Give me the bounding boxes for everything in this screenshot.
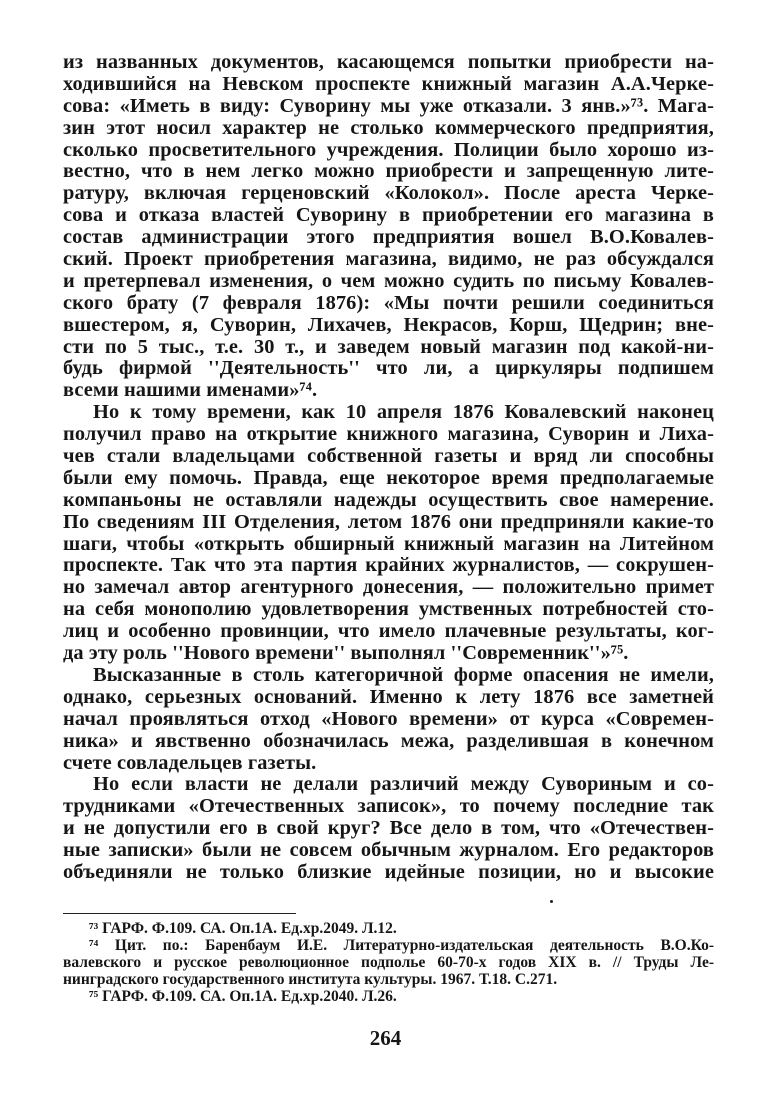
text-line: ский. Проект приобретения магазина, видимо, не раз обсуждался: [63, 248, 714, 271]
footnote-line: ⁷³ ГАРФ. Ф.109. СА. Оп.1А. Ед.хр.2049. Л.12.: [89, 920, 397, 937]
text-line: лиц и особенно провинции, что имело плачевные результаты, ког-: [63, 620, 714, 643]
text-line: По сведениям III Отделения, летом 1876 они предприняли какие-то: [63, 510, 714, 533]
text-line: и не допустили его в свой круг? Все дело в том, что «Отечествен-: [63, 817, 714, 840]
text-line: объединяли не только близкие идейные позиции, но и высокие: [63, 860, 714, 883]
footnote-line: нинградского государственного института культуры. 1967. Т.18. С.271.: [63, 971, 558, 988]
text-line: будь фирмой ''Деятельность'' что ли, а циркуляры подпишем: [63, 357, 714, 380]
text-line: вестно, что в нем легко можно приобрести и запрещенную лите-: [63, 160, 714, 183]
text-line: шаги, чтобы «открыть обширный книжный магазин на Литейном: [63, 532, 714, 555]
text-line: ского брату (7 февраля 1876): «Мы почти решили соединиться: [63, 291, 714, 314]
main-text: [63, 52, 714, 884]
text-line: всеми нашими именами»⁷⁴.: [63, 379, 318, 402]
text-line: были ему помочь. Правда, еще некоторое время предполагаемые: [63, 466, 714, 489]
text-line: начал проявляться отход «Нового времени» от курса «Современ-: [63, 707, 714, 730]
text-line: ходившийся на Невском проспекте книжный магазин А.А.Черке-: [63, 72, 714, 95]
footnotes: [63, 920, 714, 1005]
text-line: компаньоны не оставляли надежды осуществить свое намерение.: [63, 488, 714, 511]
text-line: сколько просветительного учреждения. Полиции было хорошо из-: [63, 138, 714, 161]
text-line: ратуру, включая герценовский «Колокол». После ареста Черке-: [63, 182, 714, 205]
text-line: проспекте. Так что эта партия крайних журналистов, — сокрушен-: [63, 554, 714, 577]
text-line: Высказанные в столь категоричной форме опасения не имели,: [93, 663, 714, 686]
text-line: да эту роль ''Нового времени'' выполнял ''Современник''»⁷⁵.: [63, 642, 629, 665]
text-line: но замечал автор агентурного донесения, — положительно примет: [63, 576, 714, 599]
page-number: 264: [369, 1026, 402, 1050]
text-line: получил право на открытие книжного магазина, Суворин и Лиха-: [63, 423, 714, 446]
text-line: из названных документов, касающемся попытки приобрести на-: [63, 51, 714, 73]
text-line: Но к тому времени, как 10 апреля 1876 Ковалевский наконец: [93, 401, 714, 424]
text-line: сова: «Иметь в виду: Суворину мы уже отказали. 3 янв.»⁷³. Мага-: [63, 94, 714, 117]
footnote-line: ⁷⁵ ГАРФ. Ф.109. СА. Оп.1А. Ед.хр.2040. Л.26.: [89, 988, 397, 1005]
text-line: ные записки» были не совсем обычным журналом. Его редакторов: [63, 839, 714, 862]
text-line: сова и отказа властей Суворину в приобретении его магазина в: [63, 204, 714, 227]
text-line: чев стали владельцами собственной газеты и вряд ли способны: [63, 445, 714, 468]
footnote-line: валевского и русское революционное подполье 60-70-х годов XIX в. // Труды Ле-: [63, 954, 714, 971]
text-line: и претерпевал изменения, о чем можно судить по письму Ковалев-: [63, 269, 714, 292]
footnote-line: ⁷⁴ Цит. по.: Баренбаум И.Е. Литературно-издательская деятельность В.О.Ко-: [89, 937, 714, 954]
text-line: ника» и явственно обозначилась межа, разделившая в конечном: [63, 729, 714, 752]
text-line: трудниками «Отечественных записок», то почему последние так: [63, 795, 714, 818]
text-line: вшестером, я, Суворин, Лихачев, Некрасов, Корш, Щедрин; вне-: [63, 313, 714, 336]
text-line: Но если власти не делали различий между Сувориным и со-: [93, 773, 714, 796]
text-line: сти по 5 тыс., т.е. 30 т., и заведем новый магазин под какой-ни-: [63, 335, 714, 358]
text-line: зин этот носил характер не столько коммерческого предприятия,: [63, 116, 714, 139]
footnote-rule: [63, 913, 296, 914]
print-speck: [550, 900, 553, 903]
text-line: на себя монополию удовлетворения умственных потребностей сто-: [63, 598, 714, 621]
text-line: состав администрации этого предприятия вошел В.О.Ковалев-: [63, 226, 714, 249]
text-line: однако, серьезных оснований. Именно к лету 1876 все заметней: [63, 685, 714, 708]
text-line: счете совладельцев газеты.: [63, 751, 317, 774]
